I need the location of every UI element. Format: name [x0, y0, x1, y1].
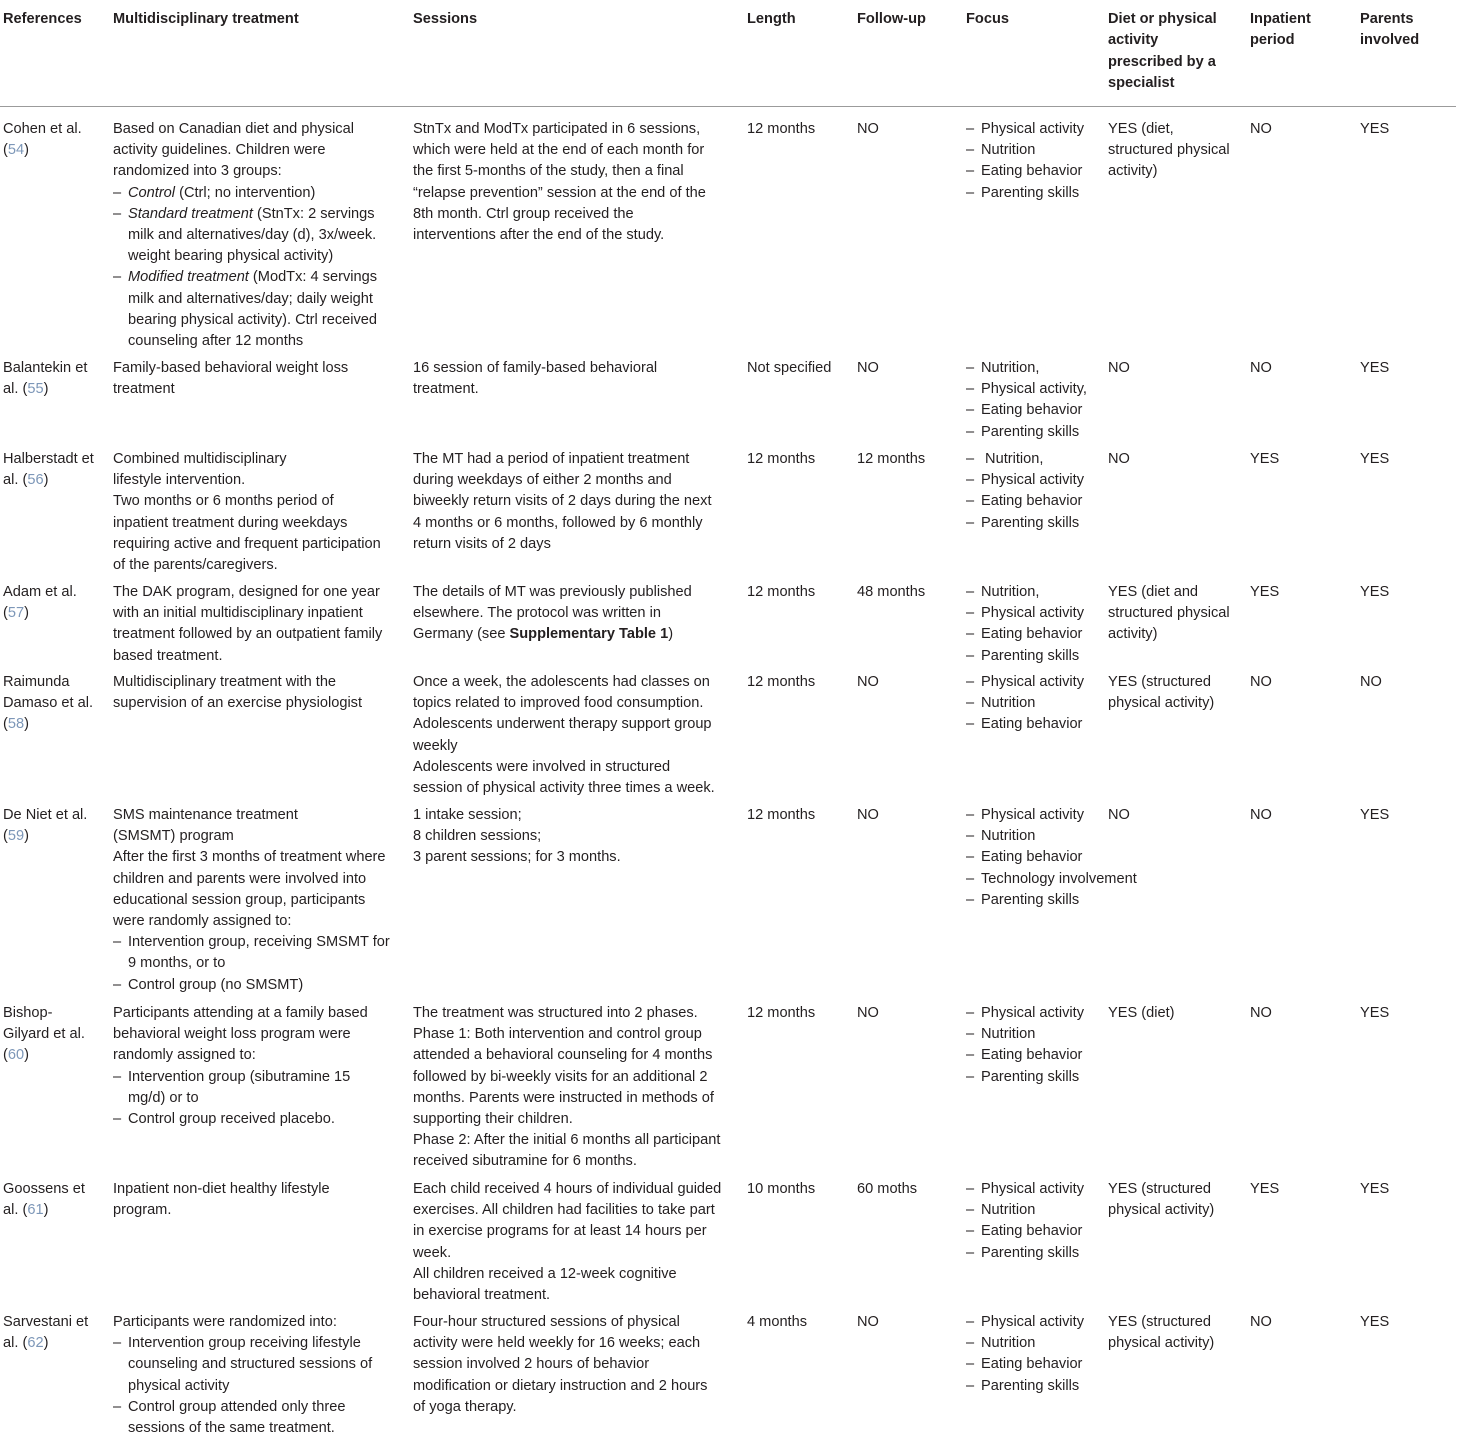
- reference-link[interactable]: 59: [7, 828, 25, 845]
- header-followup: Follow-up: [857, 11, 926, 27]
- treatment-cell: Family-based behavioral weight loss treatment: [113, 360, 349, 398]
- treatment-cell: Participants attending at a family based behavioral weight loss program were randomly assigned to: – Intervention group (sibutramine 15 mg/d) or to – Control group received placebo.: [113, 1003, 405, 1130]
- sessions-cell: 16 session of family-based behavioral treatment.: [413, 360, 658, 398]
- followup-cell: 60 moths: [857, 1181, 918, 1197]
- diet-cell: YES (diet): [1108, 1005, 1175, 1021]
- treatment-cell: Based on Canadian diet and physical activity guidelines. Children were randomized into 3 groups: – Control (Ctrl; no intervention) – Standard treatment (StnTx: 2 servings milk and alternatives/day (d), 3x/week. weight bearing physical activity) – Modified treatment (ModTx: 4 servings milk and alternatives/day; daily weight bearing physical activity). Ctrl received counseling after 12 months: [113, 119, 405, 352]
- reference-link[interactable]: 62: [27, 1335, 44, 1352]
- header-treatment: Multidisciplinary treatment: [113, 11, 299, 27]
- followup-cell: 12 months: [857, 451, 926, 467]
- treatment-cell: Participants were randomized into: – Intervention group receiving lifestyle counseling and structured sessions of physical activity – Control group attended only three sessions of the same treatment.: [113, 1312, 405, 1439]
- length-cell: 10 months: [747, 1181, 816, 1197]
- diet-cell: YES (structured physical activity): [1108, 1181, 1215, 1219]
- sessions-cell: The details of MT was previously published elsewhere. The protocol was written in Germany (see Supplementary Table 1): [413, 584, 692, 643]
- length-cell: 12 months: [747, 1005, 816, 1021]
- reference-link[interactable]: 56: [27, 472, 44, 489]
- inpatient-cell: NO: [1250, 674, 1272, 690]
- inpatient-cell: YES: [1250, 584, 1280, 600]
- focus-cell: – Physical activity – Nutrition – Eating behavior – Parenting skills: [966, 1003, 1106, 1088]
- length-cell: 4 months: [747, 1314, 808, 1330]
- inpatient-cell: YES: [1250, 1181, 1280, 1197]
- followup-cell: NO: [857, 1005, 879, 1021]
- reference-cell: Adam et al. (57): [3, 584, 77, 622]
- inpatient-cell: NO: [1250, 1005, 1272, 1021]
- inpatient-cell: NO: [1250, 807, 1272, 823]
- treatment-cell: Multidisciplinary treatment with the supervision of an exercise physiologist: [113, 674, 363, 712]
- parents-cell: YES: [1360, 121, 1390, 137]
- focus-cell: – Nutrition, – Physical activity, – Eating behavior – Parenting skills: [966, 358, 1106, 443]
- diet-cell: YES (diet and structured physical activity): [1108, 584, 1230, 643]
- diet-cell: NO: [1108, 451, 1130, 467]
- focus-cell: – Physical activity – Nutrition – Eating behavior – Parenting skills: [966, 1312, 1106, 1397]
- parents-cell: YES: [1360, 807, 1390, 823]
- reference-cell: Goossens et al. (61): [3, 1181, 85, 1219]
- parents-cell: YES: [1360, 584, 1390, 600]
- header-parents: Parents involved: [1360, 11, 1420, 49]
- header-diet: Diet or physical activity prescribed by a specialist: [1108, 11, 1217, 92]
- inpatient-cell: NO: [1250, 1314, 1272, 1330]
- focus-cell: – Nutrition, – Physical activity – Eating behavior – Parenting skills: [966, 449, 1106, 534]
- reference-cell: Bishop- Gilyard et al. (60): [3, 1005, 85, 1064]
- followup-cell: 48 months: [857, 584, 926, 600]
- followup-cell: NO: [857, 360, 879, 376]
- reference-cell: Cohen et al. (54): [3, 121, 82, 159]
- sessions-cell: 1 intake session; 8 children sessions; 3 parent sessions; for 3 months.: [413, 807, 621, 866]
- inpatient-cell: NO: [1250, 360, 1272, 376]
- parents-cell: NO: [1360, 674, 1382, 690]
- sessions-cell: Once a week, the adolescents had classes on topics related to improved food consumption. Adolescents underwent therapy support group weekly Adolescents were involved in structured session of physical activity three times a week.: [413, 674, 715, 797]
- followup-cell: NO: [857, 121, 879, 137]
- reference-link[interactable]: 61: [27, 1202, 44, 1219]
- diet-cell: YES (structured physical activity): [1108, 1314, 1215, 1352]
- treatment-cell: SMS maintenance treatment (SMSMT) program After the first 3 months of treatment where children and parents were involved into educational session group, participants were randomly assigned to: – Intervention group, receiving SMSMT for 9 months, or to – Control group (no SMSMT): [113, 805, 405, 996]
- reference-link[interactable]: 54: [7, 142, 25, 159]
- header-references: References: [3, 11, 82, 27]
- focus-cell: – Nutrition, – Physical activity – Eating behavior – Parenting skills: [966, 582, 1106, 667]
- focus-cell: – Physical activity – Nutrition – Eating behavior: [966, 672, 1106, 736]
- length-cell: Not specified: [747, 360, 832, 376]
- diet-cell: YES (structured physical activity): [1108, 674, 1215, 712]
- length-cell: 12 months: [747, 451, 816, 467]
- reference-link[interactable]: 58: [7, 716, 25, 733]
- followup-cell: NO: [857, 807, 879, 823]
- header-length: Length: [747, 11, 796, 27]
- followup-cell: NO: [857, 674, 879, 690]
- header-focus: Focus: [966, 11, 1009, 27]
- parents-cell: YES: [1360, 1314, 1390, 1330]
- treatment-cell: Inpatient non-diet healthy lifestyle program.: [113, 1181, 330, 1219]
- parents-cell: YES: [1360, 1181, 1390, 1197]
- reference-cell: Sarvestani et al. (62): [3, 1314, 89, 1352]
- supplementary-table-link[interactable]: Supplementary Table 1: [509, 626, 669, 643]
- reference-cell: Raimunda Damaso et al. (58): [3, 674, 94, 733]
- focus-cell: – Physical activity – Nutrition – Eating behavior – Parenting skills: [966, 119, 1106, 204]
- reference-cell: De Niet et al. (59): [3, 807, 88, 845]
- header-inpatient: Inpatient period: [1250, 11, 1311, 49]
- reference-cell: Balantekin et al. (55): [3, 360, 88, 398]
- reference-link[interactable]: 60: [7, 1047, 25, 1064]
- parents-cell: YES: [1360, 360, 1390, 376]
- parents-cell: YES: [1360, 1005, 1390, 1021]
- diet-cell: YES (diet, structured physical activity): [1108, 121, 1230, 180]
- treatment-cell: The DAK program, designed for one year with an initial multidisciplinary inpatient treatment followed by an outpatient family based treatment.: [113, 584, 383, 664]
- length-cell: 12 months: [747, 584, 816, 600]
- sessions-cell: StnTx and ModTx participated in 6 sessions, which were held at the end of each month for the first 5-months of the study, then a final “relapse prevention” session at the end of the 8th month. Ctrl group received the interventions after the end of the study.: [413, 121, 706, 244]
- followup-cell: NO: [857, 1314, 879, 1330]
- diet-cell: NO: [1108, 807, 1130, 823]
- reference-cell: Halberstadt et al. (56): [3, 451, 94, 489]
- sessions-cell: Four-hour structured sessions of physical activity were held weekly for 16 weeks; each session involved 2 hours of behavior modification or dietary instruction and 2 hours of yoga therapy.: [413, 1314, 708, 1415]
- length-cell: 12 months: [747, 807, 816, 823]
- sessions-cell: The MT had a period of inpatient treatment during weekdays of either 2 months and biweekly return visits of 2 days during the next 4 months or 6 months, followed by 6 monthly return visits of 2 days: [413, 451, 712, 552]
- inpatient-cell: NO: [1250, 121, 1272, 137]
- length-cell: 12 months: [747, 121, 816, 137]
- treatment-cell: Combined multidisciplinary lifestyle intervention. Two months or 6 months period of inpatient treatment during weekdays requiring active and frequent participation of the parents/caregivers.: [113, 451, 381, 574]
- reference-link[interactable]: 57: [7, 605, 25, 622]
- sessions-cell: Each child received 4 hours of individual guided exercises. All children had facilities to take part in exercise programs for at least 14 hours per week. All children received a 12-week cognitive behavioral treatment.: [413, 1181, 722, 1304]
- header-divider: [0, 106, 1456, 107]
- header-sessions: Sessions: [413, 11, 478, 27]
- focus-cell: – Physical activity – Nutrition – Eating behavior – Technology involvement – Parenting skills: [966, 805, 1106, 911]
- diet-cell: NO: [1108, 360, 1130, 376]
- length-cell: 12 months: [747, 674, 816, 690]
- inpatient-cell: YES: [1250, 451, 1280, 467]
- sessions-cell: The treatment was structured into 2 phases. Phase 1: Both intervention and control group attended a behavioral counseling for 4 months followed by bi-weekly visits for an additional 2 months. Parents were instructed in methods of supporting their children. Phase 2: After the initial 6 months all participant received sibutramine for 6 months.: [413, 1005, 721, 1170]
- reference-link[interactable]: 55: [27, 381, 44, 398]
- parents-cell: YES: [1360, 451, 1390, 467]
- focus-cell: – Physical activity – Nutrition – Eating behavior – Parenting skills: [966, 1179, 1106, 1264]
